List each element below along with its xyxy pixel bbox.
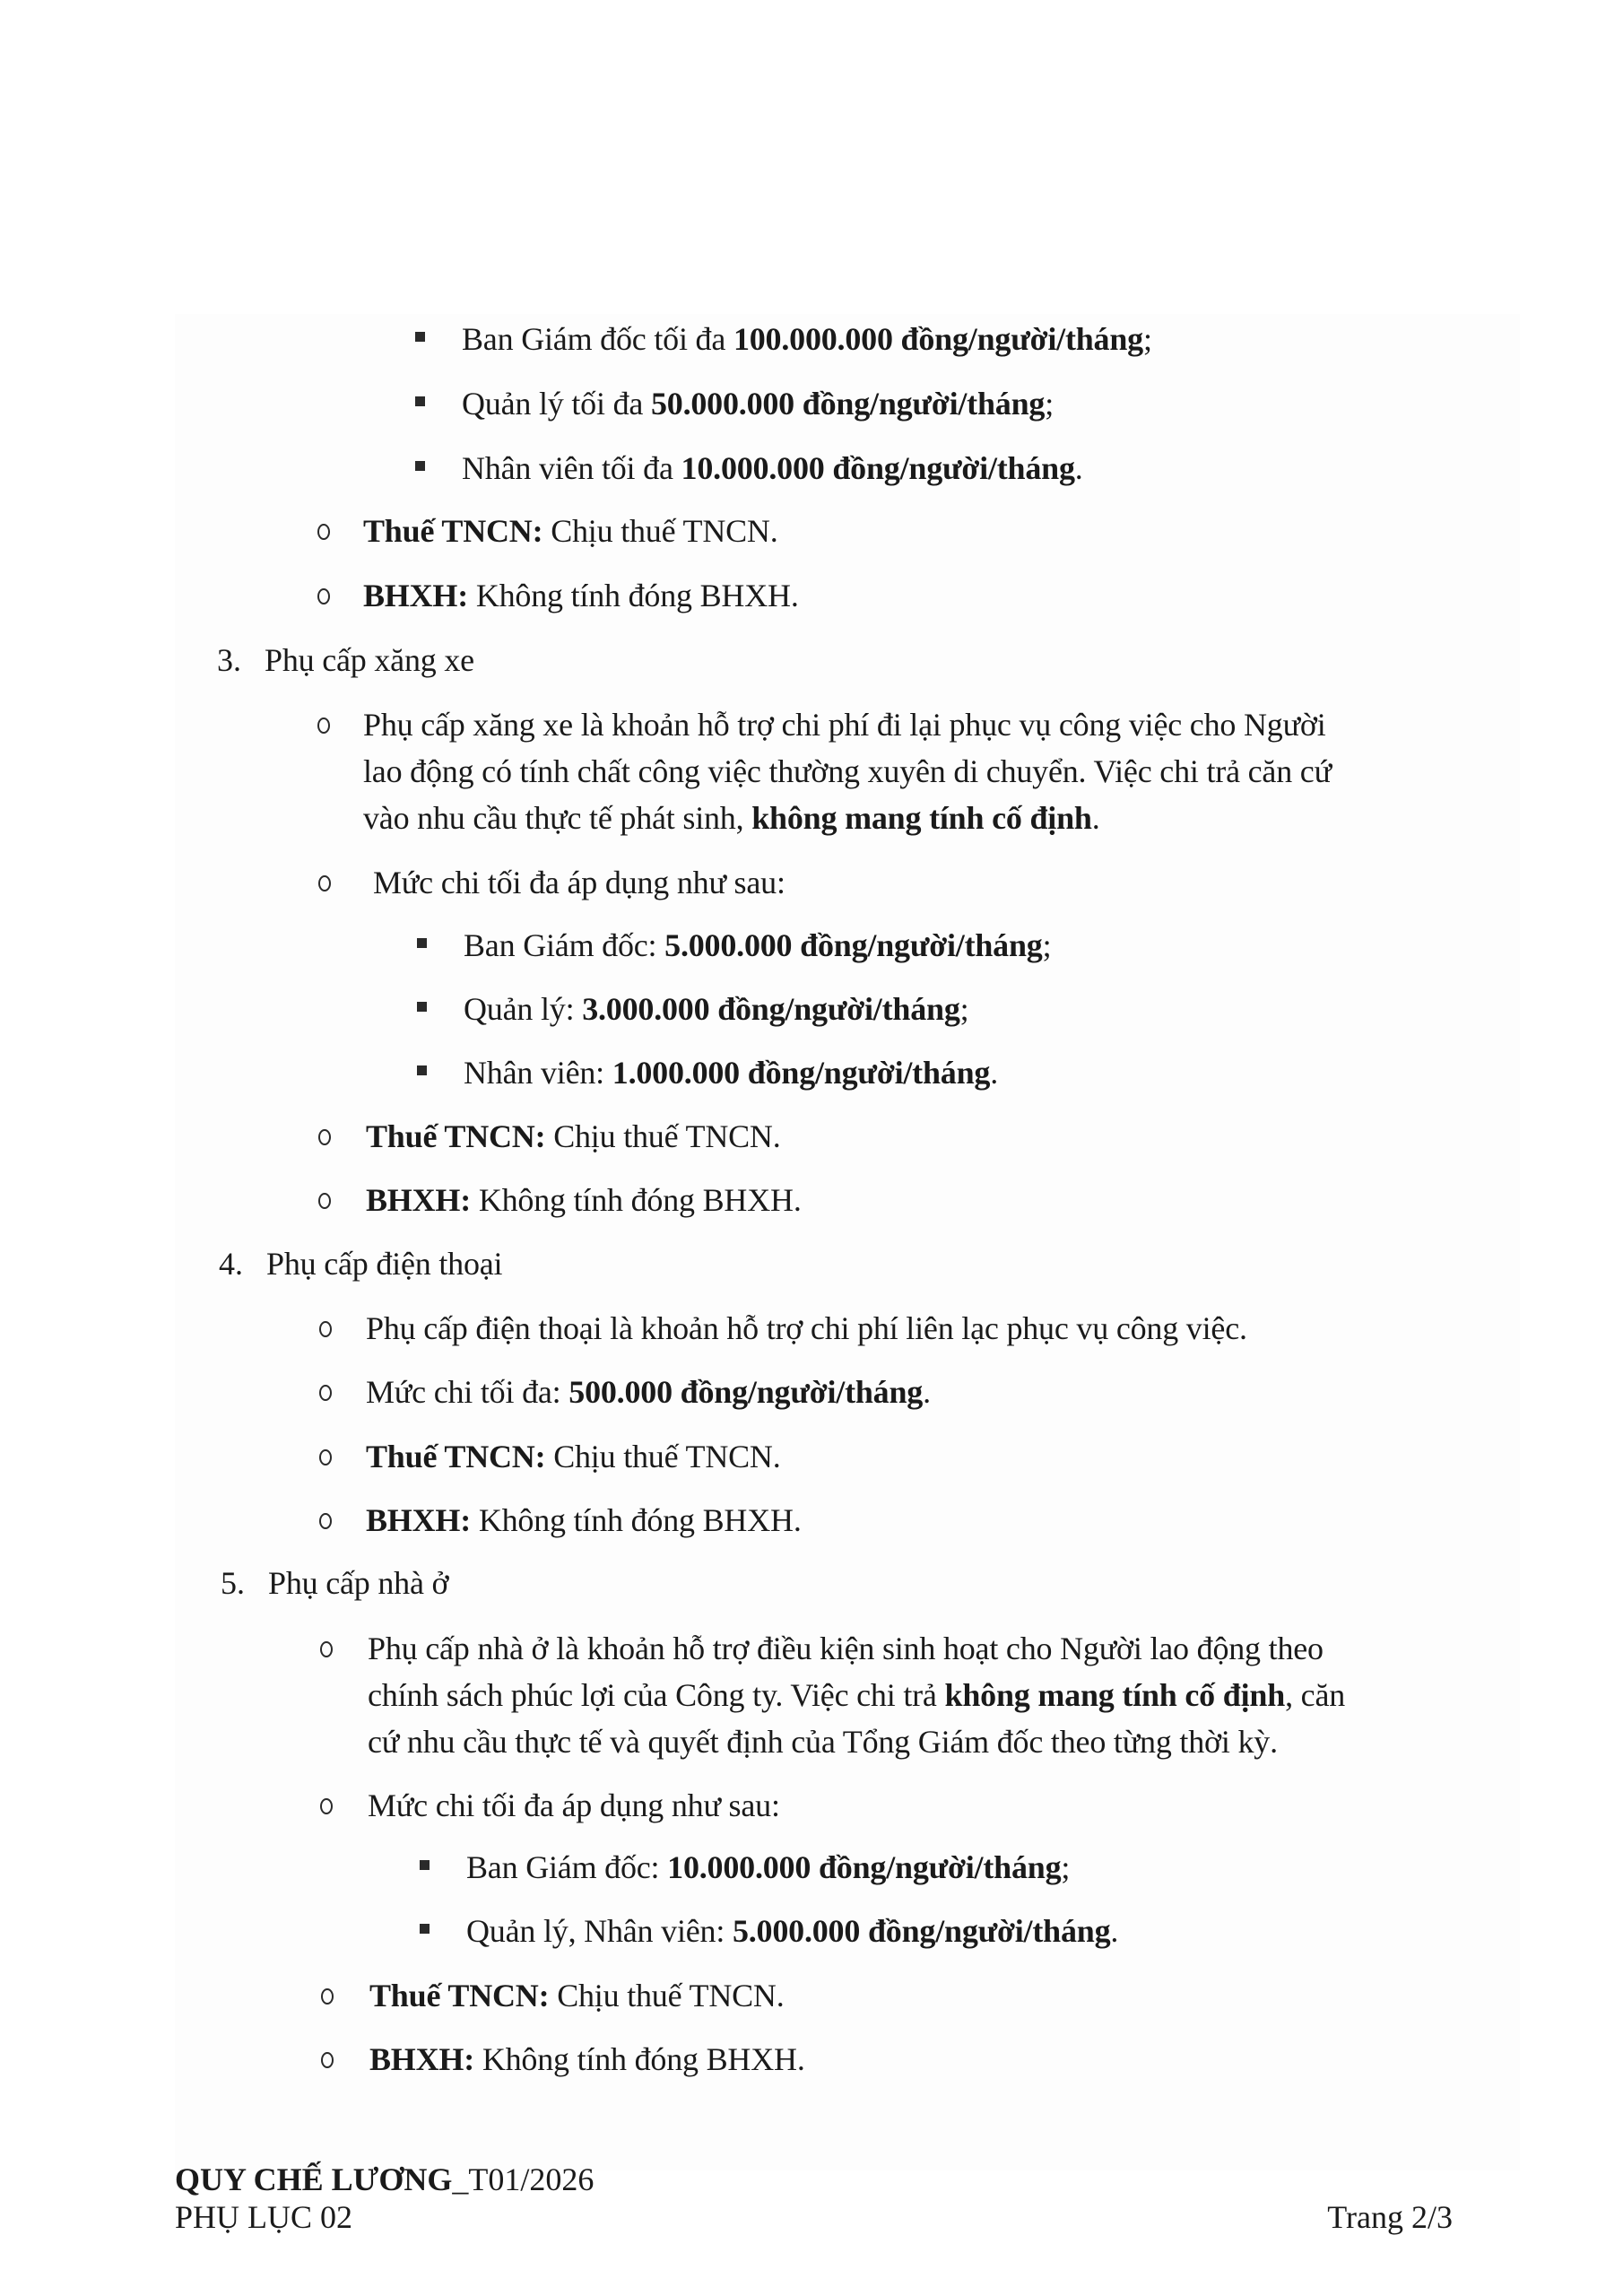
description-line: cứ nhu cầu thực tế và quyết định của Tổng Giám đốc theo từng thời kỳ. [368,1724,1278,1760]
bhxh-item: BHXH: Không tính đóng BHXH. [366,1502,802,1538]
square-bullet-icon [417,1002,427,1012]
section-number: 3. [217,642,241,678]
footer-appendix: PHỤ LỤC 02 [175,2199,353,2235]
circle-bullet-icon [319,1449,332,1465]
section-title: Phụ cấp xăng xe [265,642,474,678]
circle-bullet-icon [319,1513,332,1529]
description-line: lao động có tính chất công việc thường xuyên di chuyển. Việc chi trả căn cứ [363,753,1332,789]
tier-item: Quản lý tối đa 50.000.000 đồng/người/tháng; [462,386,1055,422]
section-number: 5. [221,1565,245,1601]
circle-bullet-icon [319,1321,332,1337]
circle-bullet-icon [318,1193,331,1209]
tier-item: Quản lý, Nhân viên: 5.000.000 đồng/người/tháng. [466,1913,1119,1949]
circle-bullet-icon [319,1385,332,1401]
square-bullet-icon [415,332,425,342]
circle-bullet-icon [317,524,330,540]
max-item: Mức chi tối đa: 500.000 đồng/người/tháng. [366,1374,931,1410]
circle-bullet-icon [320,1798,333,1814]
square-bullet-icon [420,1924,430,1934]
tier-item: Ban Giám đốc: 5.000.000 đồng/người/tháng; [464,927,1052,963]
description-line: chính sách phúc lợi của Công ty. Việc chi trả không mang tính cố định, căn [368,1677,1346,1713]
circle-bullet-icon [317,588,330,604]
square-bullet-icon [417,1065,427,1075]
tier-item: Nhân viên: 1.000.000 đồng/người/tháng. [464,1055,999,1091]
tax-item: Thuế TNCN: Chịu thuế TNCN. [363,513,778,549]
circle-bullet-icon [318,875,331,891]
bhxh-item: BHXH: Không tính đóng BHXH. [363,578,799,613]
circle-bullet-icon [318,1129,331,1145]
circle-bullet-icon [317,718,330,734]
bhxh-item: BHXH: Không tính đóng BHXH. [369,2041,805,2077]
circle-bullet-icon [320,1641,333,1657]
bhxh-item: BHXH: Không tính đóng BHXH. [366,1182,802,1218]
tier-item: Quản lý: 3.000.000 đồng/người/tháng; [464,991,969,1027]
section-number: 4. [219,1246,243,1282]
circle-bullet-icon [321,1988,334,2005]
footer-doc-title: QUY CHẾ LƯƠNG_T01/2026 [175,2161,595,2197]
description-line: Phụ cấp điện thoại là khoản hỗ trợ chi phí liên lạc phục vụ công việc. [366,1310,1247,1346]
tier-item: Nhân viên tối đa 10.000.000 đồng/người/tháng. [462,450,1083,486]
tax-item: Thuế TNCN: Chịu thuế TNCN. [366,1118,781,1154]
max-intro: Mức chi tối đa áp dụng như sau: [373,865,785,900]
description-line: Phụ cấp xăng xe là khoản hỗ trợ chi phí đi lại phục vụ công việc cho Người [363,707,1326,743]
description-line: vào nhu cầu thực tế phát sinh, không mang tính cố định. [363,800,1100,836]
section-title: Phụ cấp điện thoại [266,1246,503,1282]
description-line: Phụ cấp nhà ở là khoản hỗ trợ điều kiện sinh hoạt cho Người lao động theo [368,1631,1324,1666]
tax-item: Thuế TNCN: Chịu thuế TNCN. [369,1978,785,2013]
square-bullet-icon [415,461,425,471]
square-bullet-icon [417,938,427,948]
tier-item: Ban Giám đốc tối đa 100.000.000 đồng/người/tháng; [462,321,1152,357]
square-bullet-icon [420,1860,430,1870]
section-title: Phụ cấp nhà ở [268,1565,449,1601]
circle-bullet-icon [321,2052,334,2068]
tier-item: Ban Giám đốc: 10.000.000 đồng/người/tháng; [466,1849,1071,1885]
max-intro: Mức chi tối đa áp dụng như sau: [368,1787,780,1823]
tax-item: Thuế TNCN: Chịu thuế TNCN. [366,1439,781,1474]
footer-page-number: Trang 2/3 [1327,2199,1453,2235]
square-bullet-icon [415,396,425,406]
